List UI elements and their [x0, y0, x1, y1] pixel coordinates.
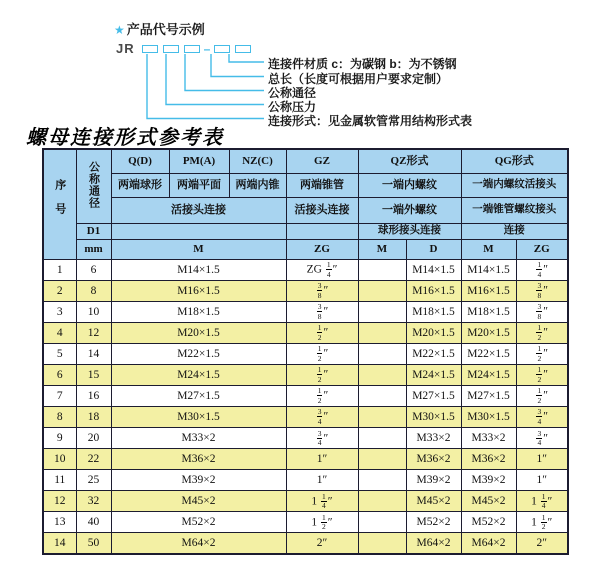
cell-m: M64×2 — [111, 533, 286, 554]
cell-qz-d: M20×1.5 — [406, 322, 461, 343]
cell-qg-zg: $\frac{1}{2}$ ″ — [516, 322, 568, 343]
cell-gz: 1″ — [286, 449, 358, 470]
header-qz-m: M — [358, 239, 406, 259]
cell-m: M36×2 — [111, 449, 286, 470]
table-row — [43, 343, 568, 364]
cell-m: M33×2 — [111, 428, 286, 449]
cell-dn: 12 — [76, 322, 111, 343]
header-pm-sub: 两端平面 — [169, 173, 229, 197]
header-qg-conn: 连接 — [461, 223, 568, 239]
cell-dn: 16 — [76, 385, 111, 406]
cell-dn: 25 — [76, 470, 111, 491]
cell-qg-zg: $\frac{1}{4}$ ″ — [516, 259, 568, 280]
cell-qz-d: M33×2 — [406, 428, 461, 449]
cell-qg-zg: 2″ — [516, 533, 568, 554]
cell-qz-d: M45×2 — [406, 491, 461, 512]
header-col-pm: PM(A) — [169, 149, 229, 173]
cell-qz-m — [358, 491, 406, 512]
header-nz-sub: 两端内锥 — [229, 173, 286, 197]
cell-seq: 11 — [43, 470, 76, 491]
cell-qz-m — [358, 259, 406, 280]
cell-m: M18×1.5 — [111, 301, 286, 322]
cell-qz-d: M24×1.5 — [406, 364, 461, 385]
header-col-q: Q(D) — [111, 149, 169, 173]
label-total-length: 总长（长度可根据用户要求定制） — [268, 71, 449, 86]
cell-seq: 9 — [43, 428, 76, 449]
code-box-5 — [235, 45, 251, 53]
table-row — [43, 533, 568, 554]
cell-seq: 1 — [43, 259, 76, 280]
cell-qg-m: M64×2 — [461, 533, 516, 554]
cell-m: M14×1.5 — [111, 259, 286, 280]
header-empty-2 — [286, 223, 358, 239]
cell-qg-m: M52×2 — [461, 512, 516, 533]
header-qz-sub2: 一端外螺纹 — [358, 197, 461, 223]
header-col-nz: NZ(C) — [229, 149, 286, 173]
header-seq: 序号 — [43, 149, 76, 259]
cell-qz-d: M39×2 — [406, 470, 461, 491]
table-row — [43, 428, 568, 449]
cell-qg-m: M27×1.5 — [461, 385, 516, 406]
cell-qg-m: M22×1.5 — [461, 343, 516, 364]
cell-dn: 50 — [76, 533, 111, 554]
header-qz-conn: 球形接头连接 — [358, 223, 461, 239]
cell-qz-d: M64×2 — [406, 533, 461, 554]
cell-seq: 4 — [43, 322, 76, 343]
cell-qz-d: M14×1.5 — [406, 259, 461, 280]
cell-dn: 6 — [76, 259, 111, 280]
table-row — [43, 491, 568, 512]
cell-qg-m: M45×2 — [461, 491, 516, 512]
cell-qg-zg: 1″ — [516, 449, 568, 470]
header-gz-sub: 两端锥管 — [286, 173, 358, 197]
cell-gz: 1″ — [286, 470, 358, 491]
cell-qg-m: M24×1.5 — [461, 364, 516, 385]
table-body — [43, 259, 568, 554]
table-row — [43, 449, 568, 470]
cell-qg-m: M20×1.5 — [461, 322, 516, 343]
table-row — [43, 364, 568, 385]
cell-qg-zg: $\frac{3}{4}$ ″ — [516, 428, 568, 449]
cell-gz: ZG $\frac{1}{4}$ ″ — [286, 259, 358, 280]
cell-dn: 20 — [76, 428, 111, 449]
code-box-1 — [142, 45, 158, 53]
cell-dn: 32 — [76, 491, 111, 512]
nut-connection-reference-table — [42, 148, 569, 555]
cell-m: M22×1.5 — [111, 343, 286, 364]
cell-qg-zg: $\frac{1}{2}$ ″ — [516, 343, 568, 364]
table-row — [43, 512, 568, 533]
cell-seq: 2 — [43, 280, 76, 301]
cell-qz-d: M30×1.5 — [406, 406, 461, 427]
cell-qg-zg: $\frac{1}{2}$ ″ — [516, 364, 568, 385]
cell-qg-m: M16×1.5 — [461, 280, 516, 301]
cell-qz-m — [358, 406, 406, 427]
cell-m: M20×1.5 — [111, 322, 286, 343]
label-nominal-pressure: 公称压力 — [268, 99, 317, 114]
header-qg-zg: ZG — [516, 239, 568, 259]
header-q-sub: 两端球形 — [111, 173, 169, 197]
header-col-qg: QG形式 — [461, 149, 568, 173]
label-nominal-diameter: 公称通径 — [268, 85, 317, 100]
table-row — [43, 322, 568, 343]
diagram-title-text: 产品代号示例 — [126, 22, 205, 37]
cell-seq: 8 — [43, 406, 76, 427]
cell-gz: $\frac{1}{2}$ ″ — [286, 322, 358, 343]
cell-qz-m — [358, 343, 406, 364]
table-header — [43, 149, 568, 259]
cell-dn: 10 — [76, 301, 111, 322]
cell-qg-zg: $\frac{3}{8}$ ″ — [516, 280, 568, 301]
cell-gz: $\frac{3}{8}$ ″ — [286, 301, 358, 322]
table-row — [43, 259, 568, 280]
cell-qz-m — [358, 301, 406, 322]
cell-seq: 5 — [43, 343, 76, 364]
cell-qg-m: M33×2 — [461, 428, 516, 449]
cell-gz: $\frac{3}{4}$ ″ — [286, 406, 358, 427]
header-qg-sub2: 一端锥管螺纹接头 — [461, 197, 568, 223]
header-qg-sub1: 一端内螺纹活接头 — [461, 173, 568, 197]
header-qpmnz-conn: 活接头连接 — [111, 197, 286, 223]
header-dn: 公称通径 — [76, 149, 111, 223]
cell-seq: 10 — [43, 449, 76, 470]
label-connection-type: 连接形式：见金属软管常用结构形式表 — [268, 113, 473, 128]
cell-seq: 13 — [43, 512, 76, 533]
cell-qg-m: M18×1.5 — [461, 301, 516, 322]
cell-m: M39×2 — [111, 470, 286, 491]
code-box-4 — [214, 45, 230, 53]
cell-dn: 15 — [76, 364, 111, 385]
cell-dn: 18 — [76, 406, 111, 427]
cell-m: M24×1.5 — [111, 364, 286, 385]
cell-qz-m — [358, 280, 406, 301]
header-qz-d: D — [406, 239, 461, 259]
cell-seq: 12 — [43, 491, 76, 512]
header-qg-m: M — [461, 239, 516, 259]
cell-m: M30×1.5 — [111, 406, 286, 427]
table-row — [43, 406, 568, 427]
cell-gz: 1 $\frac{1}{2}$ ″ — [286, 512, 358, 533]
cell-qz-d: M52×2 — [406, 512, 461, 533]
cell-seq: 7 — [43, 385, 76, 406]
code-prefix: JR — [116, 41, 135, 56]
cell-m: M45×2 — [111, 491, 286, 512]
header-qz-sub1: 一端内螺纹 — [358, 173, 461, 197]
cell-qz-d: M16×1.5 — [406, 280, 461, 301]
cell-dn: 8 — [76, 280, 111, 301]
header-m-merged: M — [111, 239, 286, 259]
label-material: 连接件材质 c：为碳钢 b：为不锈钢 — [268, 57, 457, 71]
cell-qg-zg: 1 $\frac{1}{4}$ ″ — [516, 491, 568, 512]
header-d1: D1 — [76, 223, 111, 239]
cell-seq: 6 — [43, 364, 76, 385]
table-title: 螺母连接形式参考表 — [26, 127, 224, 149]
cell-gz: $\frac{1}{2}$ ″ — [286, 364, 358, 385]
cell-dn: 22 — [76, 449, 111, 470]
cell-gz: $\frac{1}{2}$ ″ — [286, 385, 358, 406]
table-row — [43, 385, 568, 406]
cell-gz: $\frac{3}{8}$ ″ — [286, 280, 358, 301]
header-col-gz: GZ — [286, 149, 358, 173]
cell-qg-m: M36×2 — [461, 449, 516, 470]
cell-qg-zg: $\frac{3}{8}$ ″ — [516, 301, 568, 322]
code-dash: – — [203, 41, 211, 56]
cell-qg-zg: 1″ — [516, 470, 568, 491]
code-box-3 — [184, 45, 200, 53]
cell-seq: 14 — [43, 533, 76, 554]
cell-qz-m — [358, 385, 406, 406]
cell-qg-m: M30×1.5 — [461, 406, 516, 427]
header-zg-gz: ZG — [286, 239, 358, 259]
code-box-2 — [163, 45, 179, 53]
cell-qz-m — [358, 533, 406, 554]
table-row — [43, 280, 568, 301]
cell-gz: 1 $\frac{1}{4}$ ″ — [286, 491, 358, 512]
cell-gz: $\frac{1}{2}$ ″ — [286, 343, 358, 364]
cell-qg-zg: $\frac{3}{4}$ ″ — [516, 406, 568, 427]
cell-qz-m — [358, 470, 406, 491]
cell-qg-m: M14×1.5 — [461, 259, 516, 280]
cell-gz: 2″ — [286, 533, 358, 554]
table-row — [43, 470, 568, 491]
cell-seq: 3 — [43, 301, 76, 322]
cell-qz-d: M36×2 — [406, 449, 461, 470]
cell-m: M27×1.5 — [111, 385, 286, 406]
cell-qz-m — [358, 428, 406, 449]
cell-qz-m — [358, 364, 406, 385]
cell-qg-zg: 1 $\frac{1}{2}$ ″ — [516, 512, 568, 533]
header-col-qz: QZ形式 — [358, 149, 461, 173]
table-row — [43, 301, 568, 322]
cell-qz-m — [358, 512, 406, 533]
cell-dn: 14 — [76, 343, 111, 364]
product-code-row — [116, 41, 253, 56]
cell-qz-d: M27×1.5 — [406, 385, 461, 406]
header-mm: mm — [76, 239, 111, 259]
cell-qz-m — [358, 449, 406, 470]
cell-m: M52×2 — [111, 512, 286, 533]
header-gz-conn: 活接头连接 — [286, 197, 358, 223]
cell-gz: $\frac{3}{4}$ ″ — [286, 428, 358, 449]
cell-qg-m: M39×2 — [461, 470, 516, 491]
cell-qg-zg: $\frac{1}{2}$ ″ — [516, 385, 568, 406]
header-empty-1 — [111, 223, 286, 239]
cell-m: M16×1.5 — [111, 280, 286, 301]
cell-qz-m — [358, 322, 406, 343]
diagram-title — [114, 19, 205, 38]
cell-qz-d: M18×1.5 — [406, 301, 461, 322]
cell-dn: 40 — [76, 512, 111, 533]
star-icon: ★ — [114, 23, 125, 37]
cell-qz-d: M22×1.5 — [406, 343, 461, 364]
